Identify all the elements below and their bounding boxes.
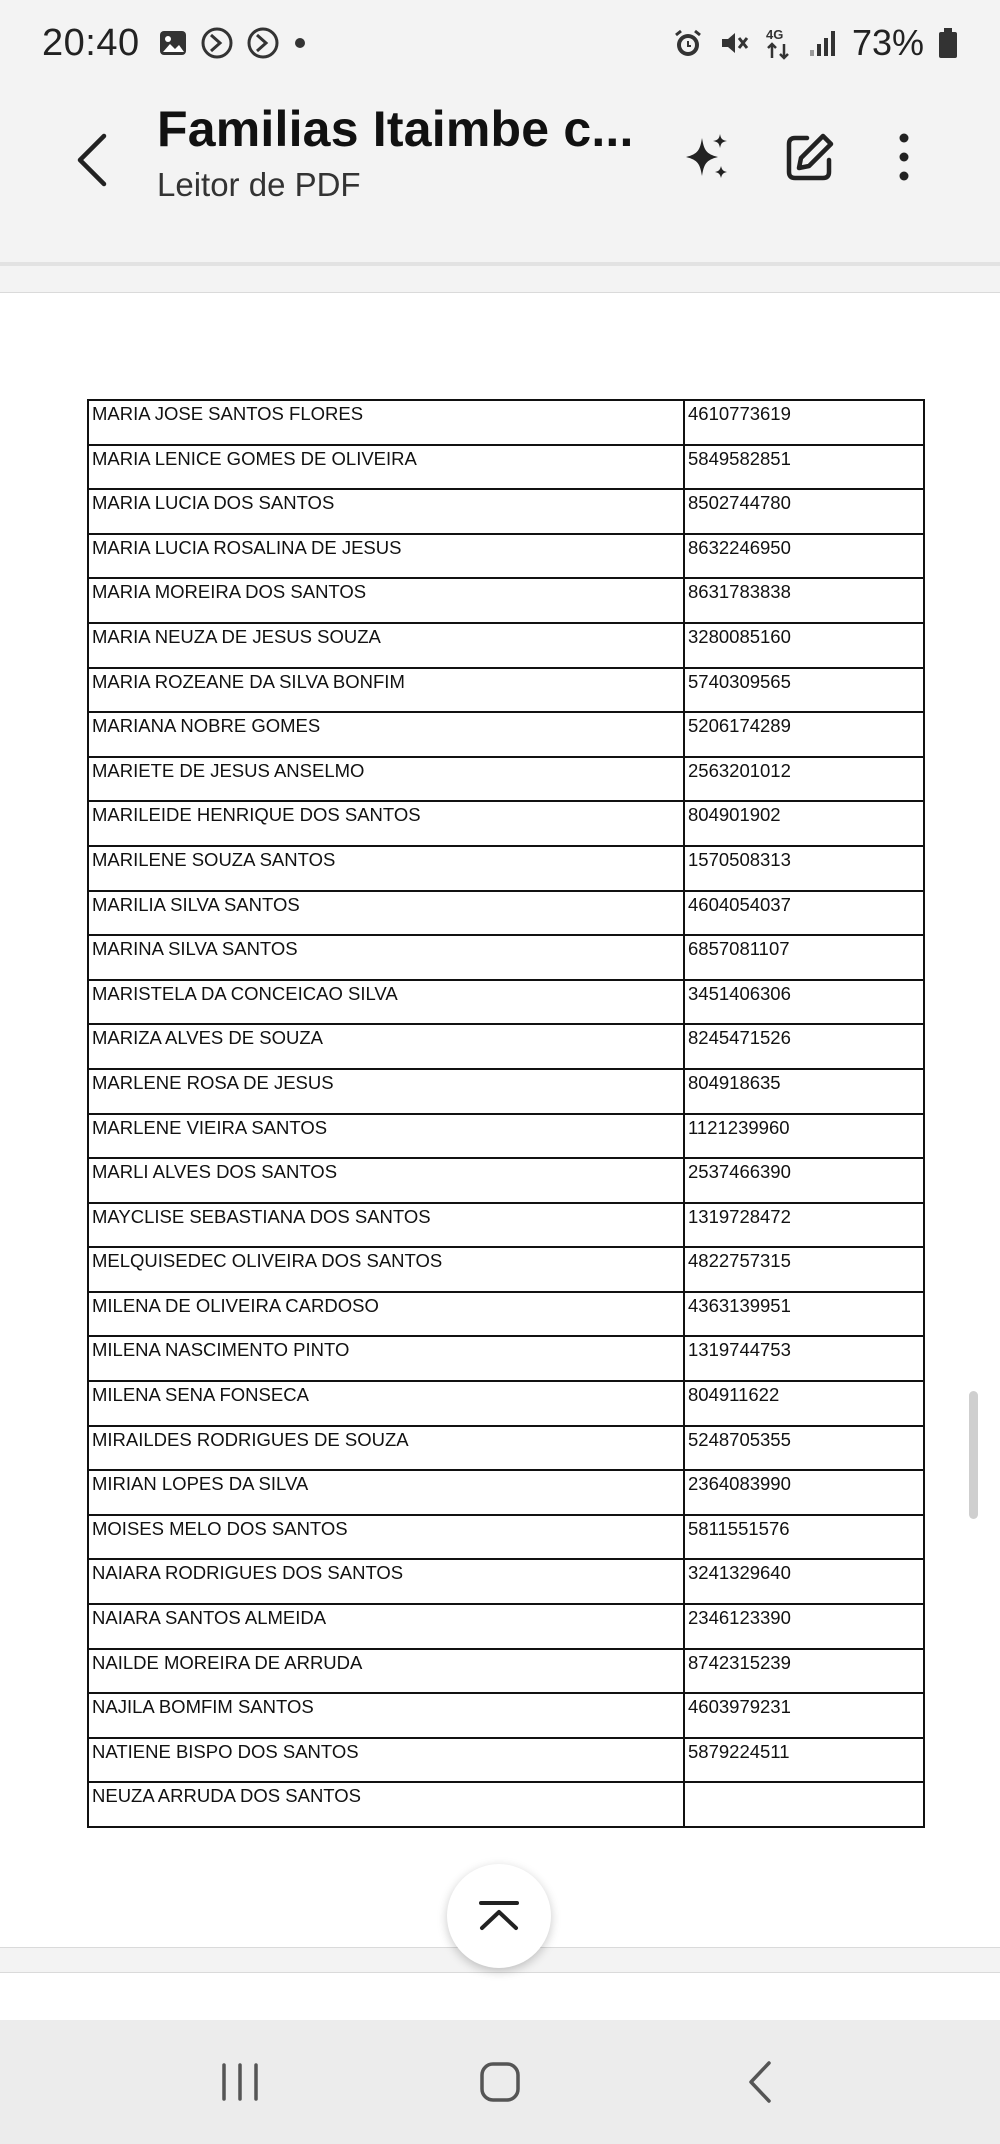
family-code-cell: 4610773619 [684,400,924,445]
recent-apps-icon [218,2062,262,2102]
family-code-cell: 8631783838 [684,578,924,623]
table-row [88,1336,924,1381]
home-button[interactable] [445,2042,555,2122]
family-code-cell: 5811551576 [684,1515,924,1560]
family-name-cell: MARLENE VIEIRA SANTOS [88,1114,684,1159]
table-row [88,1426,924,1471]
network-type-icon [764,26,794,60]
table-row [88,400,924,445]
table-row [88,1203,924,1248]
table-row [88,757,924,802]
family-name-cell: MARIETE DE JESUS ANSELMO [88,757,684,802]
family-name-cell: MIRIAN LOPES DA SILVA [88,1470,684,1515]
table-row [88,1559,924,1604]
family-code-cell: 1319728472 [684,1203,924,1248]
media-notification-icon-2 [246,26,280,60]
table-row [88,1292,924,1337]
notification-icons [158,26,308,60]
family-name-cell: MARISTELA DA CONCEICAO SILVA [88,980,684,1025]
table-row [88,578,924,623]
family-name-cell: MARLENE ROSA DE JESUS [88,1069,684,1114]
more-notifications-dot-icon [292,35,308,51]
family-name-cell: MAYCLISE SEBASTIANA DOS SANTOS [88,1203,684,1248]
recent-apps-button[interactable] [185,2042,295,2122]
table-row [88,1604,924,1649]
family-name-cell: MILENA SENA FONSECA [88,1381,684,1426]
table-row [88,1470,924,1515]
family-code-cell: 8502744780 [684,489,924,534]
family-code-cell: 2364083990 [684,1470,924,1515]
family-name-cell: MELQUISEDEC OLIVEIRA DOS SANTOS [88,1247,684,1292]
family-name-cell: MILENA DE OLIVEIRA CARDOSO [88,1292,684,1337]
signal-icon [808,28,838,58]
family-name-cell: MARIA NEUZA DE JESUS SOUZA [88,623,684,668]
app-header [0,86,1000,236]
family-code-cell: 5740309565 [684,668,924,713]
more-vertical-icon [894,130,914,184]
family-name-cell: MARILENE SOUZA SANTOS [88,846,684,891]
table-row [88,1158,924,1203]
family-code-cell: 2537466390 [684,1158,924,1203]
title-block [157,100,657,204]
family-name-cell: NEUZA ARRUDA DOS SANTOS [88,1782,684,1827]
back-button[interactable] [62,120,122,200]
table-row [88,846,924,891]
back-arrow-icon [745,2059,775,2105]
family-name-cell: MARIANA NOBRE GOMES [88,712,684,757]
family-name-cell: NAIARA RODRIGUES DOS SANTOS [88,1559,684,1604]
family-code-cell: 1570508313 [684,846,924,891]
mute-icon [718,27,750,59]
family-code-cell: 804901902 [684,801,924,846]
family-code-cell: 804918635 [684,1069,924,1114]
family-code-cell: 3241329640 [684,1559,924,1604]
family-code-cell: 8742315239 [684,1649,924,1694]
family-code-cell: 1319744753 [684,1336,924,1381]
family-name-cell: MARILEIDE HENRIQUE DOS SANTOS [88,801,684,846]
family-name-cell: MOISES MELO DOS SANTOS [88,1515,684,1560]
family-name-cell: MARIA LUCIA ROSALINA DE JESUS [88,534,684,579]
family-name-cell: NAILDE MOREIRA DE ARRUDA [88,1649,684,1694]
chevron-left-icon [74,132,110,188]
next-page-edge [0,1972,1000,2020]
family-code-cell: 8632246950 [684,534,924,579]
family-name-cell: MARLI ALVES DOS SANTOS [88,1158,684,1203]
table-row [88,1738,924,1783]
family-name-cell: MILENA NASCIMENTO PINTO [88,1336,684,1381]
table-row [88,668,924,713]
table-row [88,1069,924,1114]
family-code-cell: 4363139951 [684,1292,924,1337]
scroll-to-top-button[interactable] [447,1864,551,1968]
media-notification-icon [200,26,234,60]
family-name-cell: MARIZA ALVES DE SOUZA [88,1024,684,1069]
document-title: Familias Itaimbe c... [157,101,634,157]
sparkle-icon [680,130,732,184]
family-code-cell: 6857081107 [684,935,924,980]
family-name-cell: MARILIA SILVA SANTOS [88,891,684,936]
edit-icon [783,130,837,184]
more-options-button[interactable] [869,122,939,192]
home-icon [478,2060,522,2104]
table-row [88,980,924,1025]
family-code-cell: 5248705355 [684,1426,924,1471]
gallery-notification-icon [158,28,188,58]
system-indicators [672,22,958,64]
table-row [88,935,924,980]
family-code-cell: 5879224511 [684,1738,924,1783]
table-row [88,1114,924,1159]
table-row [88,1024,924,1069]
family-name-cell: NAJILA BOMFIM SANTOS [88,1693,684,1738]
family-code-cell: 5849582851 [684,445,924,490]
family-code-cell: 3451406306 [684,980,924,1025]
family-code-cell: 5206174289 [684,712,924,757]
app-subtitle: Leitor de PDF [157,166,361,203]
table-row [88,1515,924,1560]
ai-assist-button[interactable] [671,122,741,192]
table-row [88,489,924,534]
network-type-label: 4G [765,27,784,42]
table-row [88,712,924,757]
family-name-cell: MARIA LUCIA DOS SANTOS [88,489,684,534]
family-name-cell: NAIARA SANTOS ALMEIDA [88,1604,684,1649]
system-navigation-bar [0,2020,1000,2144]
family-name-cell: MARINA SILVA SANTOS [88,935,684,980]
family-code-cell: 4822757315 [684,1247,924,1292]
family-name-cell: MARIA MOREIRA DOS SANTOS [88,578,684,623]
table-row [88,623,924,668]
family-name-cell: MARIA JOSE SANTOS FLORES [88,400,684,445]
battery-icon [938,27,958,59]
table-row [88,445,924,490]
previous-page-edge [0,262,1000,266]
pdf-viewer[interactable] [0,236,1000,2020]
table-row [88,1381,924,1426]
family-code-cell: 2563201012 [684,757,924,802]
family-code-cell: 1121239960 [684,1114,924,1159]
table-row [88,891,924,936]
table-row [88,1782,924,1827]
scrollbar-thumb[interactable] [969,1391,978,1519]
family-name-cell: NATIENE BISPO DOS SANTOS [88,1738,684,1783]
alarm-icon [672,27,704,59]
scroll-to-top-icon [477,1900,521,1932]
table-row [88,801,924,846]
table-row [88,534,924,579]
table-body [88,400,924,1827]
edit-button[interactable] [775,122,845,192]
family-code-cell: 2346123390 [684,1604,924,1649]
system-back-button[interactable] [705,2042,815,2122]
family-code-cell: 3280085160 [684,623,924,668]
family-code-cell: 804911622 [684,1381,924,1426]
table-row [88,1247,924,1292]
family-code-cell: 4603979231 [684,1693,924,1738]
family-code-cell [684,1782,924,1827]
family-code-cell: 8245471526 [684,1024,924,1069]
family-code-cell: 4604054037 [684,891,924,936]
status-time: 20:40 [42,21,140,64]
battery-percent: 73% [851,22,924,63]
family-name-cell: MIRAILDES RODRIGUES DE SOUZA [88,1426,684,1471]
status-bar [0,0,1000,86]
family-name-cell: MARIA LENICE GOMES DE OLIVEIRA [88,445,684,490]
pdf-page [0,292,1000,1948]
table-row [88,1693,924,1738]
family-name-cell: MARIA ROZEANE DA SILVA BONFIM [88,668,684,713]
table-row [88,1649,924,1694]
families-table [87,399,925,1828]
